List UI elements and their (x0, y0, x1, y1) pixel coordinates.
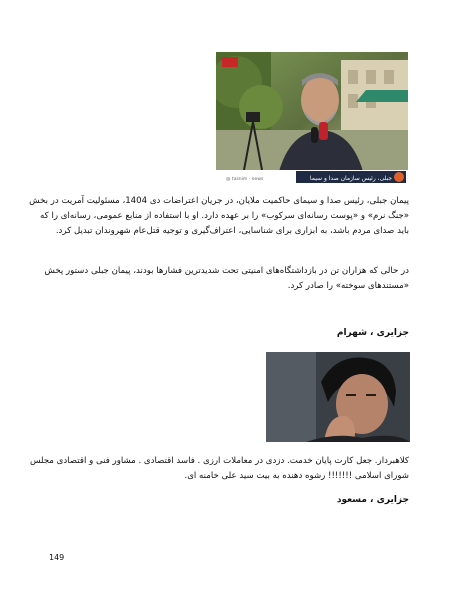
paragraph-shahram: کلاهبردار. جعل کارت پایان خدمت. دزدی در معاملات ارزی . فاسد اقتصادی . مشاور فنی و اقتصادی مجلس شورای اسلامی !!!!!!! رشوه دهنده به بیت سید علی خامنه ای. (29, 456, 409, 482)
portrait-photo-art (266, 352, 410, 442)
photo-caption: جبلی، رئیس سازمان صدا و سیما (309, 175, 393, 182)
page-number: 149 (49, 553, 65, 562)
svg-text:@ tasnim · news: @ tasnim · news (226, 177, 264, 182)
paragraph-documentaries: در حالی که هزاران تن در بازداشتگاه‌های امنیتی تحت شدیدترین فشارها بودند، پیمان جبلی دستور پخش «مستندهای سوخته» را صادر کرد. (44, 266, 409, 292)
channel-badge-icon (394, 172, 404, 182)
portrait-photo (266, 352, 410, 442)
section-heading-shahram: جزایری ، شهرام (336, 328, 409, 338)
interview-photo (216, 52, 408, 184)
paragraph-jebeli: پیمان جبلی، رئیس صدا و سیمای حاکمیت ملایان، در جریان اعتراضات دی 1404، مسئولیت آمریت در بخش «جنگ نرم» و «پوست رسانه‌ای سرکوب» را بر عهده دارد. او با استفاده از منابع عمومی، رسانه‌ای را که باید صدای مردم باشد، به ابزاری برای شناسایی، اعتراف‌گیری و توجیه قتل‌عام شهروندان تبدیل کرد. (29, 196, 409, 237)
interview-photo-art (216, 52, 408, 184)
section-heading-masoud: جزایری ، مسعود (336, 495, 409, 505)
